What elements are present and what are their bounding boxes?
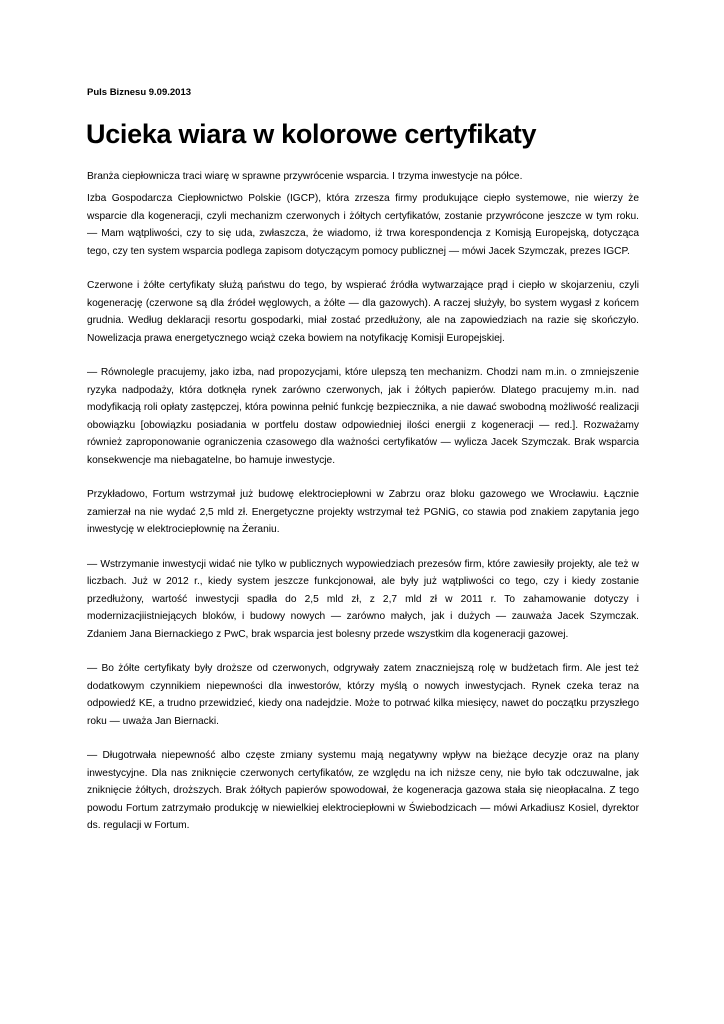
paragraph: Przykładowo, Fortum wstrzymał już budowę elektrociepłowni w Zabrzu oraz bloku gazowego we Wrocławiu. Łącznie zamierzał na nie wydać 2,5 mld zł. Energetyczne projekty wstrzymał też PGNiG, co stawia pod znakiem zapytania jego inwestycję w elektrociepłownię na Żeraniu. [87, 489, 639, 535]
article-body [87, 190, 639, 852]
paragraph: Izba Gospodarcza Ciepłownictwo Polskie (IGCP), która zrzesza firmy produkujące ciepło systemowe, nie wierzy że wsparcie dla kogeneracji, czyli mechanizm czerwonych i żółtych certyfikatów, zostanie przywrócone jeszcze w tym roku. — Mam wątpliwości, czy to się uda, zwłaszcza, że wiadomo, iż trwa korespondencja z Komisją Europejską, dotycząca tego, czy ten system wsparcia podlega zapisom dotyczącym pomocy publicznej — mówi Jacek Szymczak, prezes IGCP. [87, 193, 639, 257]
paragraph: — Równolegle pracujemy, jako izba, nad propozycjami, które ulepszą ten mechanizm. Chodzi nam m.in. o zmniejszenie ryzyka nadpodaży, która dotknęła rynek zarówno czerwonych, jak i żółtych papierów. Dlatego pracujemy m.in. nad modyfikacją roli opłaty zastępczej, która powinna pełnić funkcję bezpiecznika, a nie dawać swobodną możliwość realizacji obowiązku [obowiązku posiadania w portfelu dostaw odpowiedniej ilości energii z kogeneracji — red.]. Rozważamy również zaproponowanie ograniczenia czasowego dla ważności certyfikatów — wylicza Jacek Szymczak. Brak wsparcia konsekwencje ma niebagatelne, bo hamuje inwestycje. [87, 367, 639, 466]
paragraph: — Długotrwała niepewność albo częste zmiany systemu mają negatywny wpływ na bieżące decyzje oraz na plany inwestycyjne. Dla nas zniknięcie czerwonych certyfikatów, ze względu na ich niższe ceny, nie było tak odczuwalne, jak zniknięcie żółtych, droższych. Brak żółtych papierów spowodował, że kogeneracja gazowa stała się nieopłacalna. Z tego powodu Fortum zatrzymało produkcję w niewielkiej elektrociepłowni w Świebodzicach — mówi Arkadiusz Kosiel, dyrektor ds. regulacji w Fortum. [87, 750, 639, 831]
article-lead: Branża ciepłownicza traci wiarę w sprawne przywrócenie wsparcia. I trzyma inwestycje na półce. [87, 171, 523, 182]
article-title: Ucieka wiara w kolorowe certyfikaty [86, 119, 537, 149]
paragraph: Czerwone i żółte certyfikaty służą państwu do tego, by wspierać źródła wytwarzające prąd i ciepło w skojarzeniu, czyli kogenerację (czerwone są dla źródeł węglowych, a żółte — dla gazowych). A raczej służyły, bo system wygasł z końcem grudnia. Według deklaracji resortu gospodarki, miał zostać przedłużony, ale na zapowiedziach na razie się skończyło. Nowelizacja prawa energetycznego wciąż czeka bowiem na notyfikację Komisji Europejskiej. [87, 280, 639, 344]
source-line: Puls Biznesu 9.09.2013 [87, 87, 192, 98]
paragraph: — Bo żółte certyfikaty były droższe od czerwonych, odgrywały zatem znaczniejszą rolę w budżetach firm. Ale jest też dodatkowym czynnikiem niepewności dla inwestorów, którzy myślą o nowych inwestycjach. Rynek czeka teraz na odpowiedź KE, a trudno przewidzieć, kiedy ona nadejdzie. Może to potrwać kilka miesięcy, nawet do początku przyszłego roku — uważa Jan Biernacki. [87, 663, 639, 727]
paragraph: — Wstrzymanie inwestycji widać nie tylko w publicznych wypowiedziach prezesów firm, które zawiesiły projekty, ale też w liczbach. Już w 2012 r., kiedy system jeszcze funkcjonował, ale były już wątpliwości co tego, czy i kiedy zostanie przedłużony, wartość inwestycji spadła do 2,5 mld zł, z 2,7 mld zł w 2011 r. To zahamowanie dotyczy i modernizacjiistniejących bloków, i budowy nowych — zarówno małych, jak i dużych — zauważa Jacek Szymczak. Zdaniem Jana Biernackiego z PwC, brak wsparcia jest bolesny przede wszystkim dla kogeneracji gazowej. [87, 558, 639, 640]
